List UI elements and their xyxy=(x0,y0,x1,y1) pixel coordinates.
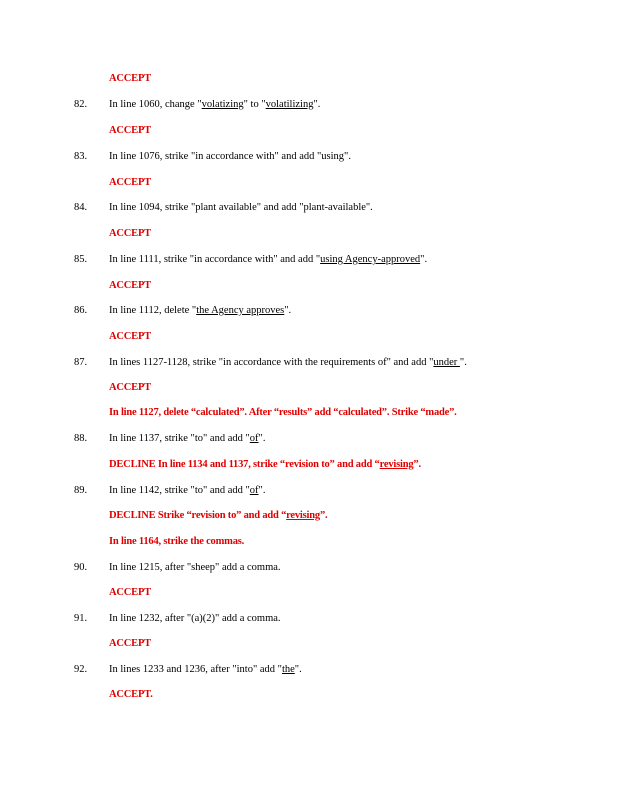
text-part: " to " xyxy=(243,99,266,110)
text-part: ". xyxy=(258,485,266,496)
item-number-87: 87. xyxy=(74,357,88,368)
item-text-87 xyxy=(109,356,467,369)
response-85: ACCEPT xyxy=(109,280,151,291)
response-92: ACCEPT. xyxy=(109,689,153,700)
response-82: ACCEPT xyxy=(109,125,151,136)
text-part-underlined: of xyxy=(249,433,259,444)
text-part: In lines 1233 and 1236, after "into" add " xyxy=(109,664,282,675)
text-part-underlined: of xyxy=(249,485,259,496)
item-text-84: In line 1094, strike "plant available" and add "plant-available". xyxy=(109,202,373,213)
item-text-91: In line 1232, after "(a)(2)" add a comma. xyxy=(109,613,281,624)
item-number-92: 92. xyxy=(74,664,88,675)
item-text-86 xyxy=(109,304,291,317)
text-part-underlined: the Agency approves xyxy=(196,305,285,316)
text-part: ”. xyxy=(319,510,328,521)
text-part: In line 1111, strike "in accordance with" and add " xyxy=(109,254,321,265)
response-88 xyxy=(109,458,421,471)
text-part: In lines 1127-1128, strike "in accordance with the requirements of" and add " xyxy=(109,357,434,368)
text-part: ". xyxy=(294,664,302,675)
item-number-88: 88. xyxy=(74,433,88,444)
text-part-underlined: under xyxy=(433,357,460,368)
item-text-89 xyxy=(109,484,265,497)
response-0: ACCEPT xyxy=(109,73,151,84)
text-part: ". xyxy=(420,254,428,265)
text-part-underlined: revising xyxy=(379,459,414,470)
response-87-note: In line 1127, delete “calculated”. After “results” add “calculated”. Strike “made”. xyxy=(109,407,457,418)
item-number-84: 84. xyxy=(74,202,88,213)
text-part-underlined: volatizing xyxy=(201,99,244,110)
response-89-note: In line 1164, strike the commas. xyxy=(109,536,245,547)
item-text-85 xyxy=(109,253,427,266)
item-text-92 xyxy=(109,663,302,676)
text-part-underlined: volatilizing xyxy=(265,99,314,110)
text-part: ”. xyxy=(413,459,421,470)
text-part: In line 1137, strike "to" and add " xyxy=(109,433,250,444)
item-number-90: 90. xyxy=(74,562,88,573)
item-number-91: 91. xyxy=(74,613,88,624)
item-number-82: 82. xyxy=(74,99,88,110)
response-86: ACCEPT xyxy=(109,331,151,342)
item-number-86: 86. xyxy=(74,305,88,316)
item-number-89: 89. xyxy=(74,485,88,496)
item-text-88 xyxy=(109,432,265,445)
item-number-85: 85. xyxy=(74,254,88,265)
text-part: In line 1112, delete " xyxy=(109,305,197,316)
text-part-underlined: revising xyxy=(286,510,320,521)
text-part: DECLINE In line 1134 and 1137, strike “revision to” and add “ xyxy=(109,459,380,470)
response-84: ACCEPT xyxy=(109,228,151,239)
text-part: In line 1142, strike "to" and add " xyxy=(109,485,250,496)
text-part: DECLINE Strike “revision to” and add “ xyxy=(109,510,287,521)
text-part: ". xyxy=(313,99,321,110)
text-part: In line 1060, change " xyxy=(109,99,202,110)
response-87: ACCEPT xyxy=(109,382,151,393)
text-part: ". xyxy=(459,357,467,368)
text-part-underlined: using Agency-approved xyxy=(320,254,421,265)
text-part: ". xyxy=(284,305,292,316)
text-part-underlined: the xyxy=(281,664,295,675)
item-number-83: 83. xyxy=(74,151,88,162)
item-text-82 xyxy=(109,98,320,111)
response-89 xyxy=(109,509,327,522)
response-90: ACCEPT xyxy=(109,587,151,598)
item-text-90: In line 1215, after "sheep" add a comma. xyxy=(109,562,281,573)
text-part: ". xyxy=(258,433,266,444)
response-83: ACCEPT xyxy=(109,177,151,188)
response-91: ACCEPT xyxy=(109,638,151,649)
item-text-83: In line 1076, strike "in accordance with" and add "using". xyxy=(109,151,351,162)
